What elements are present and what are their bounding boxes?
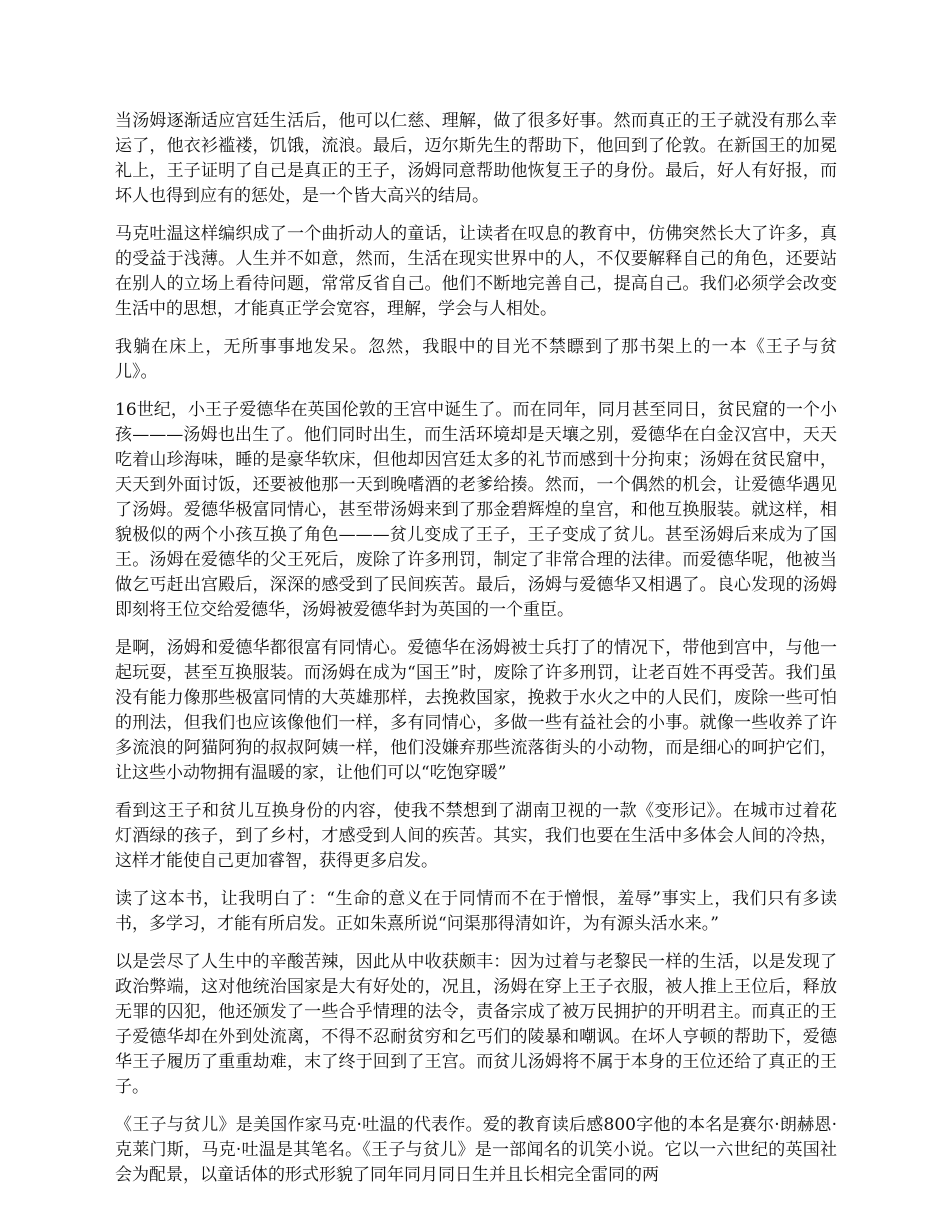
paragraph-compassion: 是啊，汤姆和爱德华都很富有同情心。爱德华在汤姆被士兵打了的情况下，带他到宫中，与他一起玩耍，甚至互换服装。而汤姆在成为“国王”时，废除了许多刑罚，让老百姓不再受苦。我们虽没有能力像那些极富同情的大英雄那样，去挽救国家，挽救于水火之中的人民们，废除一些可怕的刑法，但我们也应该像他们一样，多有同情心，多做一些有益社会的小事。就像一些收养了许多流浪的阿猫阿狗的叔叔阿姨一样，他们没嫌弃那些流落街头的小动物，而是细心的呵护它们，让这些小动物拥有温暖的家，让他们可以“吃饱穿暖” xyxy=(115,638,837,783)
paragraph-story-summary: 16世纪，小王子爱德华在英国伦敦的王宫中诞生了。而在同年，同月甚至同日，贫民窟的一个小孩———汤姆也出生了。他们同时出生，而生活环境却是天壤之别，爱德华在白金汉宫中，天天吃着山珍海味，睡的是豪华软床，但他却因宫廷太多的礼节而感到十分拘束；汤姆在贫民窟中，天天到外面讨饭，还要被他那一天到晚嗜酒的老爹给揍。然而，一个偶然的机会，让爱德华遇见了汤姆。爱德华极富同情心，甚至带汤姆来到了那金碧辉煌的皇宫，和他互换服装。就这样，相貌极似的两个小孩互换了角色———贫儿变成了王子，王子变成了贫儿。甚至汤姆后来成为了国王。汤姆在爱德华的父王死后，废除了许多刑罚，制定了非常合理的法律。而爱德华呢，他被当做乞丐赶出宫殿后，深深的感受到了民间疾苦。最后，汤姆与爱德华又相遇了。良心发现的汤姆即刻将王位交给爱德华，汤姆被爱德华封为英国的一个重臣。 xyxy=(115,400,837,620)
paragraph-reflection: 马克吐温这样编织成了一个曲折动人的童话，让读者在叹息的教育中，仿佛突然长大了许多，真的受益于浅薄。人生并不如意，然而，生活在现实世界中的人，不仅要解释自己的角色，还要站在别人的立场上看待问题，常常反省自己。他们不断地完善自己，提高自己。我们必须学会改变生活中的思想，才能真正学会宽容，理解，学会与人相处。 xyxy=(115,224,837,319)
paragraph-ending: 当汤姆逐渐适应宫廷生活后，他可以仁慈、理解，做了很多好事。然而真正的王子就没有那么幸运了，他衣衫褴褛，饥饿，流浪。最后，迈尔斯先生的帮助下，他回到了伦敦。在新国王的加冕礼上，王子证明了自己是真正的王子，汤姆同意帮助他恢复王子的身份。最后，好人有好报，而坏人也得到应有的惩处，是一个皆大高兴的结局。 xyxy=(115,111,837,206)
paragraph-tom-king: 以是尝尽了人生中的辛酸苦辣，因此从中收获颇丰：因为过着与老黎民一样的生活，以是发现了政治弊端，这对他统治国家是大有好处的，况且，汤姆在穿上王子衣服，被人推上王位后，释放无罪的囚犯，他还颁发了一些合乎情理的法令，责备宗成了被万民拥护的开明君主。而真正的王子爱德华却在外到处流离，不得不忍耐贫穷和乞丐们的陵暴和嘲讽。在坏人亨顿的帮助下，爱德华王子履历了重重劫难，末了终于回到了王宫。而贫儿汤姆将不属于本身的王位还给了真正的王子。 xyxy=(115,952,837,1097)
document-page xyxy=(115,109,837,1201)
paragraph-lesson: 读了这本书，让我明白了：“生命的意义在于同情而不在于憎恨，羞辱”事实上，我们只有多读书，多学习，才能有所启发。正如朱熹所说“问渠那得清如许，为有源头活水来。” xyxy=(115,889,837,934)
paragraph-bookshelf: 我躺在床上，无所事事地发呆。忽然，我眼中的目光不禁瞟到了那书架上的一本《王子与贫儿》。 xyxy=(115,337,837,382)
paragraph-author-intro: 《王子与贫儿》是美国作家马克·吐温的代表作。爱的教育读后感800字他的本名是赛尔·朗赫恩·克莱门斯，马克·吐温是其笔名。《王子与贫儿》是一部闻名的讥笑小说。它以一六世纪的英国社会为配景，以童话体的形式形貌了同年同月同日生并且长相完全雷同的两 xyxy=(115,1115,837,1185)
paragraph-bianxingji: 看到这王子和贫儿互换身份的内容，使我不禁想到了湖南卫视的一款《变形记》。在城市过着花灯酒绿的孩子，到了乡村，才感受到人间的疾苦。其实，我们也要在生活中多体会人间的冷热，这样才能使自己更加睿智，获得更多启发。 xyxy=(115,801,837,871)
